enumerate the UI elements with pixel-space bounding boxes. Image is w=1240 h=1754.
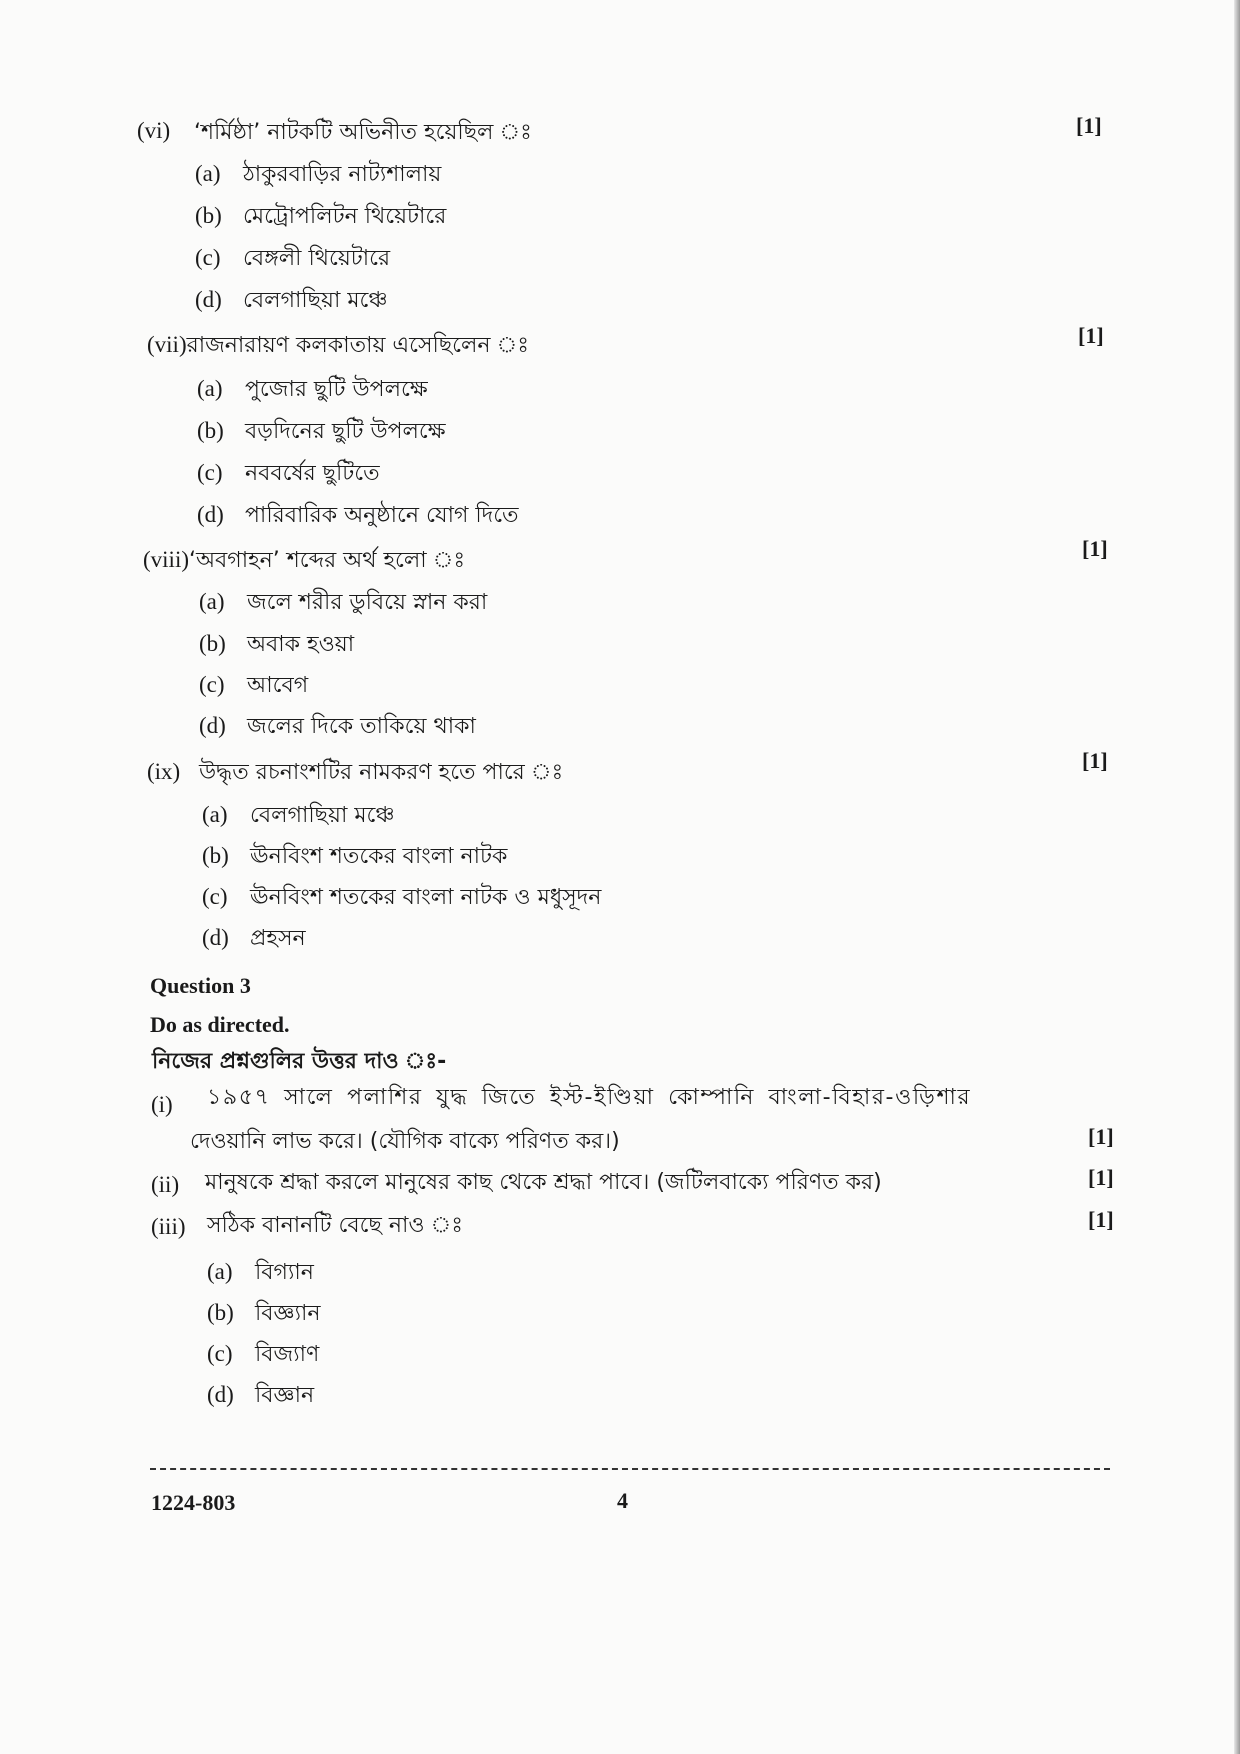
question-number: (i)	[151, 1092, 173, 1117]
question-text: ‘অবগাহন’ শব্দের অর্থ হলো ঃ	[189, 548, 466, 573]
marks-label: [1]	[1082, 748, 1108, 773]
option-letter: (b)	[207, 1300, 234, 1325]
instruction-bengali: নিজের প্রশ্নগুলির উত্তর দাও ঃ-	[152, 1049, 447, 1074]
option	[197, 414, 446, 451]
question-line	[143, 543, 465, 580]
option	[195, 157, 441, 194]
option-letter: (d)	[197, 502, 224, 527]
option-text: ঊনবিংশ শতকের বাংলা নাটক	[250, 844, 508, 869]
marks-label: [1]	[1088, 1165, 1114, 1190]
option-text: বিগ্যান	[255, 1260, 314, 1285]
option	[207, 1296, 321, 1333]
option-text: মেট্রোপলিটন থিয়েটারে	[243, 204, 447, 229]
option-text: ঠাকুরবাড়ির নাট্যশালায়	[243, 162, 442, 187]
question-number: (viii)	[143, 547, 189, 572]
page-number: 4	[617, 1488, 628, 1513]
question-text: মানুষকে শ্রদ্ধা করলে মানুষের কাছ থেকে শ্রদ্ধা পাবে। (জটিলবাক্যে পরিণত কর)	[205, 1170, 882, 1195]
option	[199, 668, 308, 705]
option-letter: (b)	[199, 631, 226, 656]
question-text: রাজনারায়ণ কলকাতায় এসেছিলেন ঃ	[186, 333, 529, 358]
option	[202, 839, 507, 876]
marks-label: [1]	[1088, 1124, 1114, 1149]
option	[195, 283, 388, 320]
option-text: প্রহসন	[250, 926, 306, 951]
option-text: আবেগ	[247, 673, 309, 698]
option-letter: (d)	[202, 925, 229, 950]
option-letter: (d)	[195, 287, 222, 312]
option-letter: (d)	[199, 713, 226, 738]
option	[202, 798, 395, 835]
marks-label: [1]	[1076, 113, 1102, 138]
option-text: পুজোর ছুটি উপলক্ষে	[245, 377, 428, 402]
paper-code: 1224-803	[151, 1490, 236, 1515]
option-text: ঊনবিংশ শতকের বাংলা নাটক ও মধুসূদন	[250, 885, 602, 910]
option-text: বিজ্ঞান	[255, 1383, 315, 1408]
question-number: (ii)	[151, 1172, 180, 1197]
option-text: বেলগাছিয়া মঞ্চে	[250, 803, 395, 828]
question-number: (ix)	[147, 759, 181, 784]
option-letter: (c)	[195, 245, 221, 270]
option-letter: (c)	[197, 460, 223, 485]
marks-label: [1]	[1088, 1207, 1114, 1232]
option-letter: (b)	[202, 843, 229, 868]
marks-label: [1]	[1082, 536, 1108, 561]
option-text: জলের দিকে তাকিয়ে থাকা	[247, 714, 476, 739]
option-text: বিজ্যাণ	[255, 1342, 320, 1367]
option-letter: (b)	[197, 418, 224, 443]
option-letter: (c)	[207, 1341, 233, 1366]
option	[195, 241, 390, 278]
marks-label: [1]	[1078, 323, 1104, 348]
instruction-english: Do as directed.	[150, 1012, 290, 1037]
option-text: বেঙ্গলী থিয়েটারে	[243, 246, 391, 271]
question-text: সঠিক বানানটি বেছে নাও ঃ	[207, 1213, 463, 1238]
question-line	[147, 755, 563, 792]
option-letter: (a)	[207, 1259, 233, 1284]
option-letter: (a)	[195, 161, 221, 186]
option	[207, 1337, 319, 1374]
option-letter: (d)	[207, 1382, 234, 1407]
option	[197, 498, 519, 535]
option-letter: (c)	[199, 672, 225, 697]
option	[207, 1378, 314, 1415]
option	[207, 1255, 314, 1292]
question-text: উদ্ধৃত রচনাংশটির নামকরণ হতে পারে ঃ	[199, 760, 564, 785]
option-text: বেলগাছিয়া মঞ্চে	[243, 288, 388, 313]
question-text: ‘শর্মিষ্ঠা’ নাটকটি অভিনীত হয়েছিল ঃ	[194, 120, 532, 145]
option	[195, 199, 446, 236]
option-text: নববর্ষের ছুটিতে	[245, 461, 380, 486]
question-number: (vii)	[147, 332, 187, 357]
option-text: পারিবারিক অনুষ্ঠানে যোগ দিতে	[245, 503, 519, 528]
question-text-continued: দেওয়ানি লাভ করে। (যৌগিক বাক্যে পরিণত কর।)	[190, 1129, 620, 1154]
option-letter: (b)	[195, 203, 222, 228]
option	[202, 921, 306, 958]
option-text: বিজ্ঞ্যান	[255, 1301, 321, 1326]
option	[197, 456, 380, 493]
option-text: বড়দিনের ছুটি উপলক্ষে	[245, 419, 446, 444]
option-letter: (a)	[199, 589, 225, 614]
option-letter: (c)	[202, 884, 228, 909]
section-heading: Question 3	[150, 973, 251, 998]
option	[199, 585, 487, 622]
option	[202, 880, 601, 917]
scan-edge	[1234, 0, 1240, 1754]
question-number: (iii)	[151, 1214, 186, 1239]
option-letter: (a)	[202, 802, 228, 827]
option-text: জলে শরীর ডুবিয়ে স্নান করা	[247, 590, 488, 615]
option-text: অবাক হওয়া	[247, 632, 355, 657]
question-line	[147, 328, 529, 365]
option-letter: (a)	[197, 376, 223, 401]
option	[197, 372, 428, 409]
question-text: ১৯৫৭ সালে পলাশির যুদ্ধ জিতে ইস্ট-ইণ্ডিয়া কোম্পানি বাংলা-বিহার-ওড়িশার	[207, 1085, 972, 1110]
option	[199, 709, 476, 746]
option	[199, 627, 354, 664]
footer-divider	[150, 1468, 1110, 1470]
question-number: (vi)	[137, 118, 171, 143]
